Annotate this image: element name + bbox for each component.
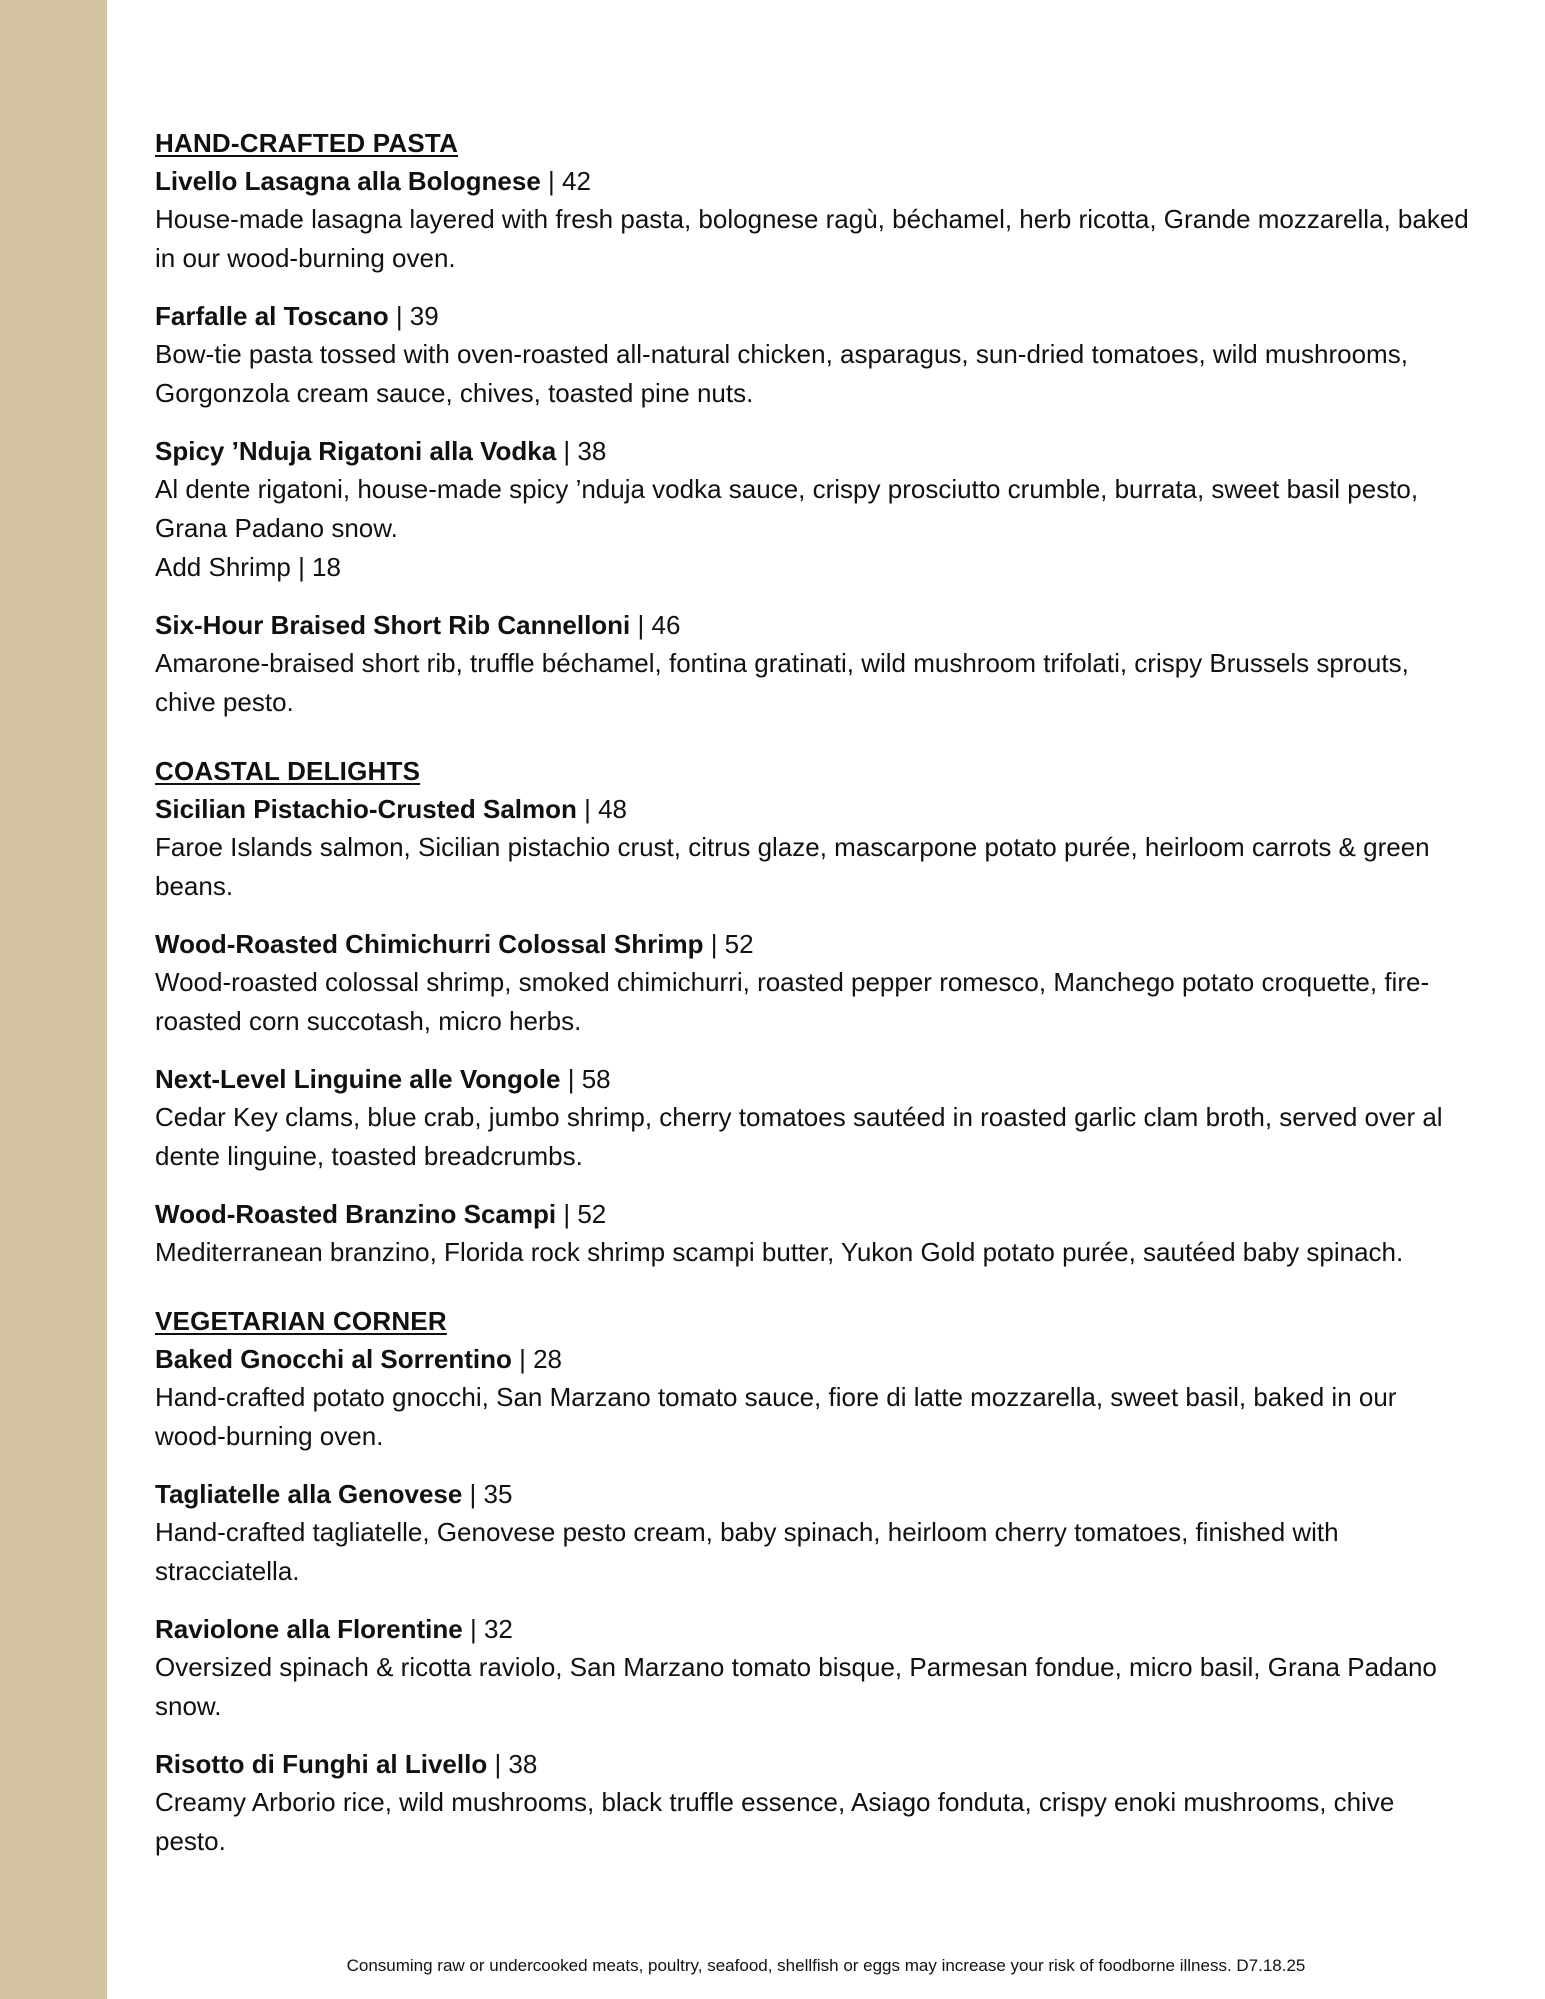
menu-item-description: Oversized spinach & ricotta raviolo, San Marzano tomato bisque, Parmesan fondue, micro basil, Grana Padano snow. (155, 1652, 1437, 1721)
section-title: COASTAL DELIGHTS (155, 756, 421, 786)
price-separator: | (511, 1344, 534, 1374)
menu-item-price: 52 (724, 929, 754, 959)
menu-item-description: Creamy Arborio rice, wild mushrooms, black truffle essence, Asiago fonduta, crispy enoki mushrooms, chive pesto. (155, 1787, 1395, 1856)
menu-item-description: Mediterranean branzino, Florida rock shrimp scampi butter, Yukon Gold potato purée, sautéed baby spinach. (155, 1237, 1404, 1267)
menu-item-price: 58 (581, 1064, 611, 1094)
menu-item-name: Livello Lasagna alla Bolognese (155, 166, 541, 196)
footer-disclaimer: Consuming raw or undercooked meats, poultry, seafood, shellfish or eggs may increase your risk of foodborne illness. D7.18.25 (346, 1956, 1306, 1975)
price-separator: | (703, 929, 725, 959)
menu-item-price: 38 (577, 436, 607, 466)
menu-item-name: Baked Gnocchi al Sorrentino (155, 1344, 512, 1374)
menu-item (155, 925, 1470, 1041)
section-coastal-delights (155, 752, 1470, 1272)
menu-item-header (155, 432, 1470, 470)
menu-item (155, 790, 1470, 906)
menu-item (155, 1610, 1470, 1726)
menu-item-description: Hand-crafted potato gnocchi, San Marzano tomato sauce, fiore di latte mozzarella, sweet basil, baked in our wood-burning oven. (155, 1382, 1397, 1451)
menu-item-price: 35 (483, 1479, 513, 1509)
menu-item-name: Six-Hour Braised Short Rib Cannelloni (155, 610, 631, 640)
menu-item-name: Raviolone alla Florentine (155, 1614, 463, 1644)
menu-item (155, 1340, 1470, 1456)
menu-item-description: Cedar Key clams, blue crab, jumbo shrimp, cherry tomatoes sautéed in roasted garlic clam broth, served over al dente linguine, toasted breadcrumbs. (155, 1102, 1443, 1171)
menu-item-header (155, 790, 1470, 828)
price-separator: | (462, 1479, 484, 1509)
menu-item-name: Wood-Roasted Chimichurri Colossal Shrimp (155, 929, 704, 959)
menu-item-header (155, 925, 1470, 963)
price-separator: | (540, 166, 562, 196)
menu-item-description: Faroe Islands salmon, Sicilian pistachio crust, citrus glaze, mascarpone potato purée, heirloom carrots & green beans. (155, 832, 1430, 901)
menu-item-header (155, 1060, 1470, 1098)
price-separator: | (487, 1749, 509, 1779)
menu-item-header (155, 1610, 1470, 1648)
menu-item (155, 1060, 1470, 1176)
menu-item-name: Farfalle al Toscano (155, 301, 389, 331)
menu-item-name: Risotto di Funghi al Livello (155, 1749, 488, 1779)
menu-item-name: Wood-Roasted Branzino Scampi (155, 1199, 557, 1229)
menu-item-name: Tagliatelle alla Genovese (155, 1479, 463, 1509)
menu-item-name: Spicy ’Nduja Rigatoni alla Vodka (155, 436, 557, 466)
menu-item-description: House-made lasagna layered with fresh pasta, bolognese ragù, béchamel, herb ricotta, Grande mozzarella, baked in our wood-burning oven. (155, 204, 1469, 273)
menu-item-description: Bow-tie pasta tossed with oven-roasted all-natural chicken, asparagus, sun-dried tomatoes, wild mushrooms, Gorgonzola cream sauce, chives, toasted pine nuts. (155, 339, 1408, 408)
menu-item (155, 1475, 1470, 1591)
section-vegetarian-corner (155, 1302, 1470, 1861)
menu-item (155, 1745, 1470, 1861)
menu-item-price: 28 (533, 1344, 562, 1374)
menu-content (155, 124, 1470, 1891)
menu-item-description: Wood-roasted colossal shrimp, smoked chimichurri, roasted pepper romesco, Manchego potato croquette, fire-roasted corn succotash, micro herbs. (155, 967, 1430, 1036)
menu-item (155, 606, 1470, 722)
menu-item-addon: Add Shrimp | 18 (155, 552, 341, 582)
menu-item-description: Amarone-braised short rib, truffle béchamel, fontina gratinati, wild mushroom trifolati, crispy Brussels sprouts, chive pesto. (155, 648, 1409, 717)
section-hand-crafted-pasta (155, 124, 1470, 722)
menu-item-header (155, 297, 1470, 335)
menu-item (155, 1195, 1470, 1272)
menu-item (155, 432, 1470, 587)
menu-item-header (155, 1475, 1470, 1513)
menu-item-description: Hand-crafted tagliatelle, Genovese pesto cream, baby spinach, heirloom cherry tomatoes, finished with stracciatella. (155, 1517, 1339, 1586)
menu-item-price: 32 (483, 1614, 513, 1644)
price-separator: | (556, 436, 578, 466)
price-separator: | (630, 610, 652, 640)
menu-item-header (155, 606, 1470, 644)
price-separator: | (388, 301, 410, 331)
menu-item-price: 46 (651, 610, 681, 640)
menu-item-header (155, 162, 1470, 200)
price-separator: | (560, 1064, 582, 1094)
side-color-band (0, 0, 107, 1999)
menu-item-header (155, 1340, 1470, 1378)
price-separator: | (462, 1614, 484, 1644)
menu-item-header (155, 1195, 1470, 1233)
menu-item (155, 162, 1470, 278)
menu-item-description: Al dente rigatoni, house-made spicy ’nduja vodka sauce, crispy prosciutto crumble, burrata, sweet basil pesto, Grana Padano snow. (155, 474, 1419, 543)
price-separator: | (556, 1199, 578, 1229)
section-title: HAND-CRAFTED PASTA (155, 128, 459, 158)
menu-item-name: Next-Level Linguine alle Vongole (155, 1064, 561, 1094)
menu-item-header (155, 1745, 1470, 1783)
price-separator: | (576, 794, 599, 824)
menu-item-name: Sicilian Pistachio-Crusted Salmon (155, 794, 577, 824)
menu-item-price: 48 (598, 794, 628, 824)
section-title: VEGETARIAN CORNER (155, 1306, 447, 1336)
menu-item-price: 39 (409, 301, 439, 331)
menu-item-price: 38 (508, 1749, 538, 1779)
menu-item-price: 52 (577, 1199, 607, 1229)
menu-item-price: 42 (562, 166, 591, 196)
menu-item (155, 297, 1470, 413)
